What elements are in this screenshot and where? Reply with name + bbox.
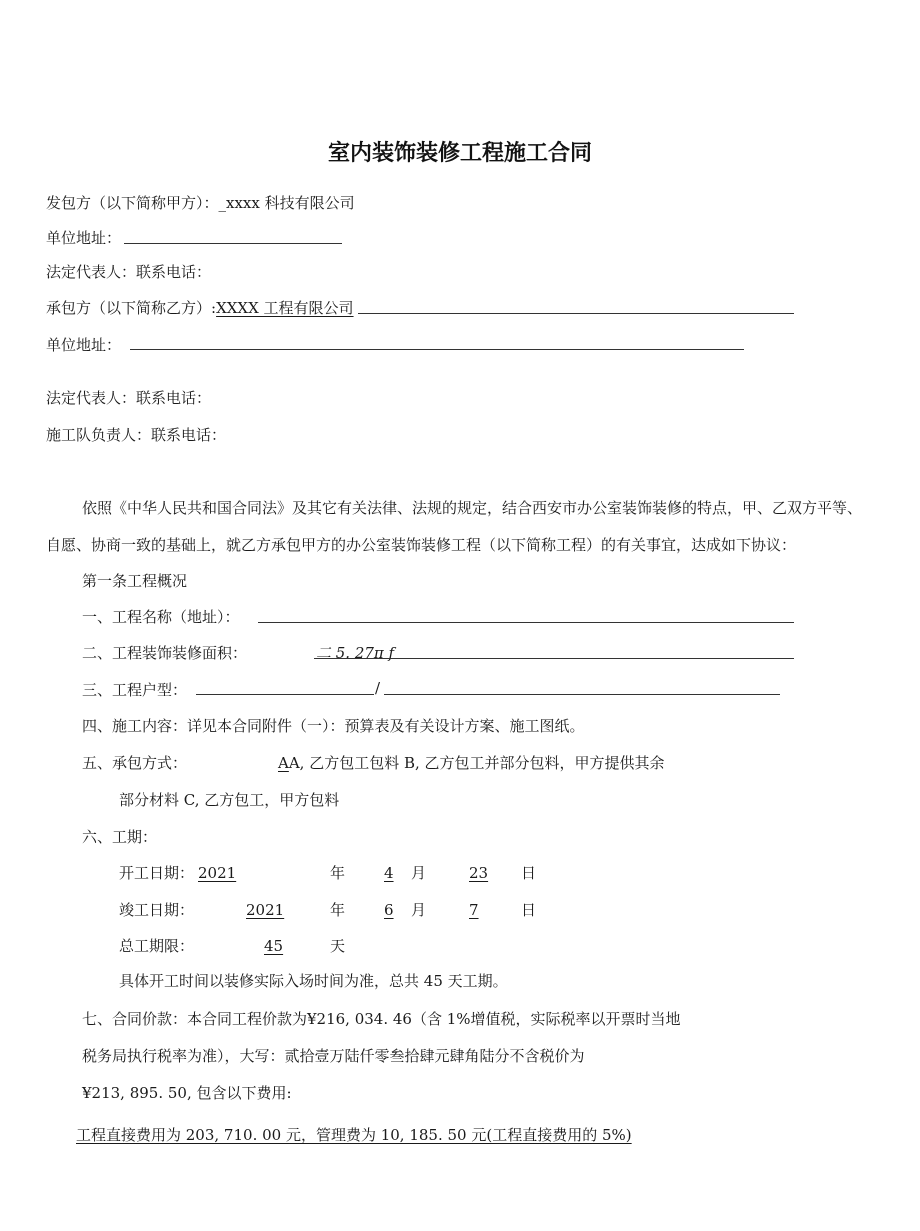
party-b-label: 承包方（以下简称乙方）: xyxy=(46,299,217,317)
end-month-unit: 月 xyxy=(411,901,427,919)
house-type-separator: / xyxy=(375,679,381,697)
schedule-label: 六、工期： xyxy=(82,828,158,846)
project-area-value: 二 5. 27π f xyxy=(316,644,395,662)
article-1-heading: 第一条工程概况 xyxy=(82,572,188,590)
total-period-label: 总工期限： xyxy=(119,937,195,955)
house-type-blank-1[interactable] xyxy=(196,694,374,695)
start-day: 23 xyxy=(469,864,489,882)
end-day-unit: 日 xyxy=(521,901,537,919)
end-day: 7 xyxy=(469,901,479,919)
start-year: 2021 xyxy=(198,864,237,882)
project-name-blank[interactable] xyxy=(258,622,794,623)
contract-method-options: A, 乙方包工包料 B, 乙方包工并部分包料，甲方提供其余 xyxy=(288,754,665,772)
preamble-line-2: 自愿、协商一致的基础上，就乙方承包甲方的办公室装饰装修工程（以下简称工程）的有关事宜，达成如下协议： xyxy=(46,536,797,554)
house-type-blank-2[interactable] xyxy=(384,694,780,695)
party-b-name-blank[interactable] xyxy=(358,313,794,314)
project-area-blank[interactable] xyxy=(314,658,794,659)
cost-breakdown: 工程直接费用为 203, 710. 00 元，管理费为 10, 185. 50 元(工程直接费用的 5%) xyxy=(76,1126,632,1144)
contract-method-line-1 xyxy=(278,753,665,773)
document-title: 室内装饰装修工程施工合同 xyxy=(327,141,592,166)
start-day-unit: 日 xyxy=(521,864,537,882)
end-year: 2021 xyxy=(246,901,285,919)
party-b-rep-line: 法定代表人：联系电话： xyxy=(46,389,212,407)
price-line-2: 税务局执行税率为准），大写：贰拾壹万陆仟零叁拾肆元肆角陆分不含税价为 xyxy=(82,1047,585,1065)
start-month: 4 xyxy=(384,864,394,882)
start-year-unit: 年 xyxy=(330,864,346,882)
party-b-address-label: 单位地址： xyxy=(46,336,122,354)
price-line-3: ¥213, 895. 50, 包含以下费用: xyxy=(82,1084,292,1102)
end-date-label: 竣工日期： xyxy=(119,901,195,919)
contract-method-selected: A xyxy=(278,754,289,772)
contract-method-label: 五、承包方式： xyxy=(82,754,188,772)
party-b-line xyxy=(46,298,354,318)
preamble-line-1: 依照《中华人民共和国合同法》及其它有关法律、法规的规定，结合西安市办公室装饰装修的特点，甲、乙双方平等、 xyxy=(82,499,863,517)
party-a-rep-line: 法定代表人：联系电话： xyxy=(46,263,212,281)
party-b-name: XXXX 工程有限公司 xyxy=(216,299,354,317)
price-line-1: 七、合同价款：本合同工程价款为¥216, 034. 46（含 1%增值税，实际税率以开票时当地 xyxy=(82,1010,681,1028)
team-leader-line: 施工队负责人：联系电话： xyxy=(46,426,227,444)
end-year-unit: 年 xyxy=(330,901,346,919)
project-name-label: 一、工程名称（地址）： xyxy=(82,608,240,626)
party-b-address-blank[interactable] xyxy=(130,349,744,350)
contract-method-line-2: 部分材料 C, 乙方包工，甲方包料 xyxy=(119,791,340,809)
end-month: 6 xyxy=(384,901,394,919)
house-type-label: 三、工程户型： xyxy=(82,681,188,699)
schedule-note: 具体开工时间以装修实际入场时间为准，总共 45 天工期。 xyxy=(119,972,508,990)
total-period-days: 45 xyxy=(264,937,284,955)
project-area-label: 二、工程装饰装修面积： xyxy=(82,644,248,662)
start-month-unit: 月 xyxy=(411,864,427,882)
party-a-address-label: 单位地址： xyxy=(46,229,122,247)
party-a-address-blank[interactable] xyxy=(124,243,342,244)
start-date-label: 开工日期： xyxy=(119,864,195,882)
work-content: 四、施工内容：详见本合同附件（一）：预算表及有关设计方案、施工图纸。 xyxy=(82,717,585,735)
total-period-unit: 天 xyxy=(330,937,346,955)
party-a-line: 发包方（以下简称甲方）：_xxxx 科技有限公司 xyxy=(46,194,355,212)
